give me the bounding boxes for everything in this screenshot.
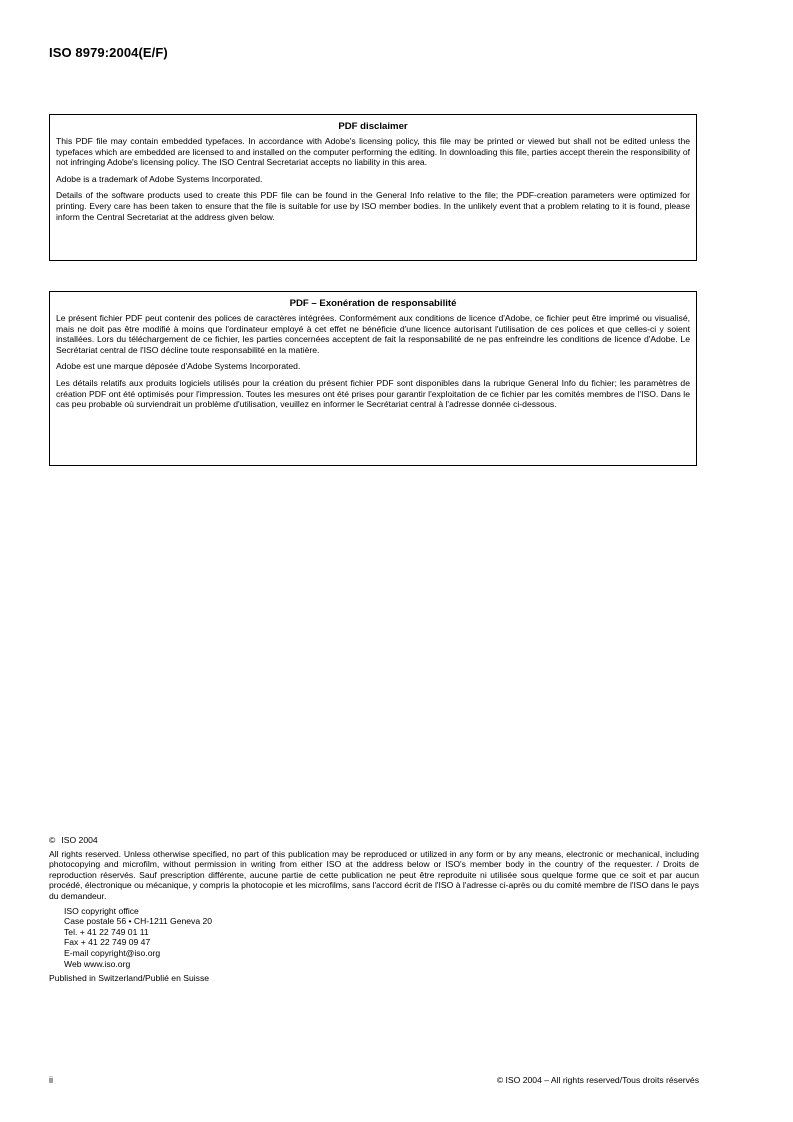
copyright-section <box>49 835 699 984</box>
copyright-year: ISO 2004 <box>61 835 98 845</box>
footer-copyright-notice: © ISO 2004 – All rights reserved/Tous droits réservés <box>496 1075 699 1085</box>
address-web: Web www.iso.org <box>64 958 131 969</box>
pdf-disclaimer-box <box>49 114 697 261</box>
address-office: ISO copyright office <box>64 905 139 916</box>
address-postal: Case postale 56 • CH-1211 Geneva 20 <box>64 916 213 927</box>
copyright-line <box>49 835 699 846</box>
pdf-disclaimer-paragraph-1: This PDF file may contain embedded typefaces. In accordance with Adobe's licensing policy, this file may be printed or viewed but shall not be edited unless the typefaces which are embedded are licensed to and installed on the computer performing the editing. In downloading this file, parties accept therein the responsibility of not infringing Adobe's licensing policy. The ISO Central Secretariat accepts no liability in this area. <box>56 136 690 168</box>
address-fax: Fax + 41 22 749 09 47 <box>64 937 151 948</box>
pdf-exoneration-box <box>49 291 697 466</box>
published-in: Published in Switzerland/Publié en Suisse <box>49 973 210 984</box>
page-number: ii <box>49 1075 53 1085</box>
copyright-office-address <box>64 906 699 970</box>
address-email: E-mail copyright@iso.org <box>64 947 161 958</box>
copyright-symbol: © <box>49 835 56 845</box>
pdf-disclaimer-paragraph-3: Details of the software products used to create this PDF file can be found in the General Info relative to the file; the PDF-creation parameters were optimized for printing. Every care has been taken to ensure that the file is suitable for use by ISO member bodies. In the unlikely event that a problem relating to it is found, please inform the Central Secretariat at the address given below. <box>56 190 690 222</box>
pdf-exoneration-paragraph-3: Les détails relatifs aux produits logiciels utilisés pour la création du présent fichier PDF sont disponibles dans la rubrique General Info du fichier; les paramètres de création PDF ont été optimisés pour l'impression. Toutes les mesures ont été prises pour garantir l'exploitation de ce fichier par les comités membres de l'ISO. Dans le cas peu probable où surviendrait un problème d'utilisation, veuillez en informer le Secrétariat central à l'adresse donnée ci-dessous. <box>56 377 690 410</box>
document-identifier: ISO 8979:2004(E/F) <box>49 45 168 60</box>
pdf-exoneration-paragraph-1: Le présent fichier PDF peut contenir des polices de caractères intégrées. Conformément aux conditions de licence d'Adobe, ce fichier peut être imprimé ou visualisé, mais ne doit pas être modifié à moins que l'ordinateur employé à cet effet ne bénéficie d'une licence autorisant l'utilisation de ces polices et que celles-ci y soient installées. Lors du téléchargement de ce fichier, les parties concernées acceptent de fait la responsabilité de ne pas enfreindre les conditions de licence d'Adobe. Le Secrétariat central de l'ISO décline toute responsabilité en la matière. <box>56 313 690 355</box>
pdf-exoneration-paragraph-2: Adobe est une marque déposée d'Adobe Systems Incorporated. <box>56 361 301 372</box>
address-tel: Tel. + 41 22 749 01 11 <box>64 926 149 937</box>
pdf-disclaimer-title: PDF disclaimer <box>338 121 408 132</box>
pdf-disclaimer-paragraph-2: Adobe is a trademark of Adobe Systems Incorporated. <box>56 173 263 184</box>
pdf-exoneration-title: PDF – Exonération de responsabilité <box>289 298 457 309</box>
rights-statement: All rights reserved. Unless otherwise specified, no part of this publication may be reproduced or utilized in any form or by any means, electronic or mechanical, including photocopying and microfilm, without permission in writing from either ISO at the address below or ISO's member body in the country of the requester. / Droits de reproduction réservés. Sauf prescription différente, aucune partie de cette publication ne peut être reproduite ni utilisée sous quelque forme que ce soit et par aucun procédé, électronique ou mécanique, y compris la photocopie et les microfilms, sans l'accord écrit de l'ISO à l'adresse ci-après ou du comité membre de l'ISO dans le pays du demandeur. <box>49 848 699 901</box>
